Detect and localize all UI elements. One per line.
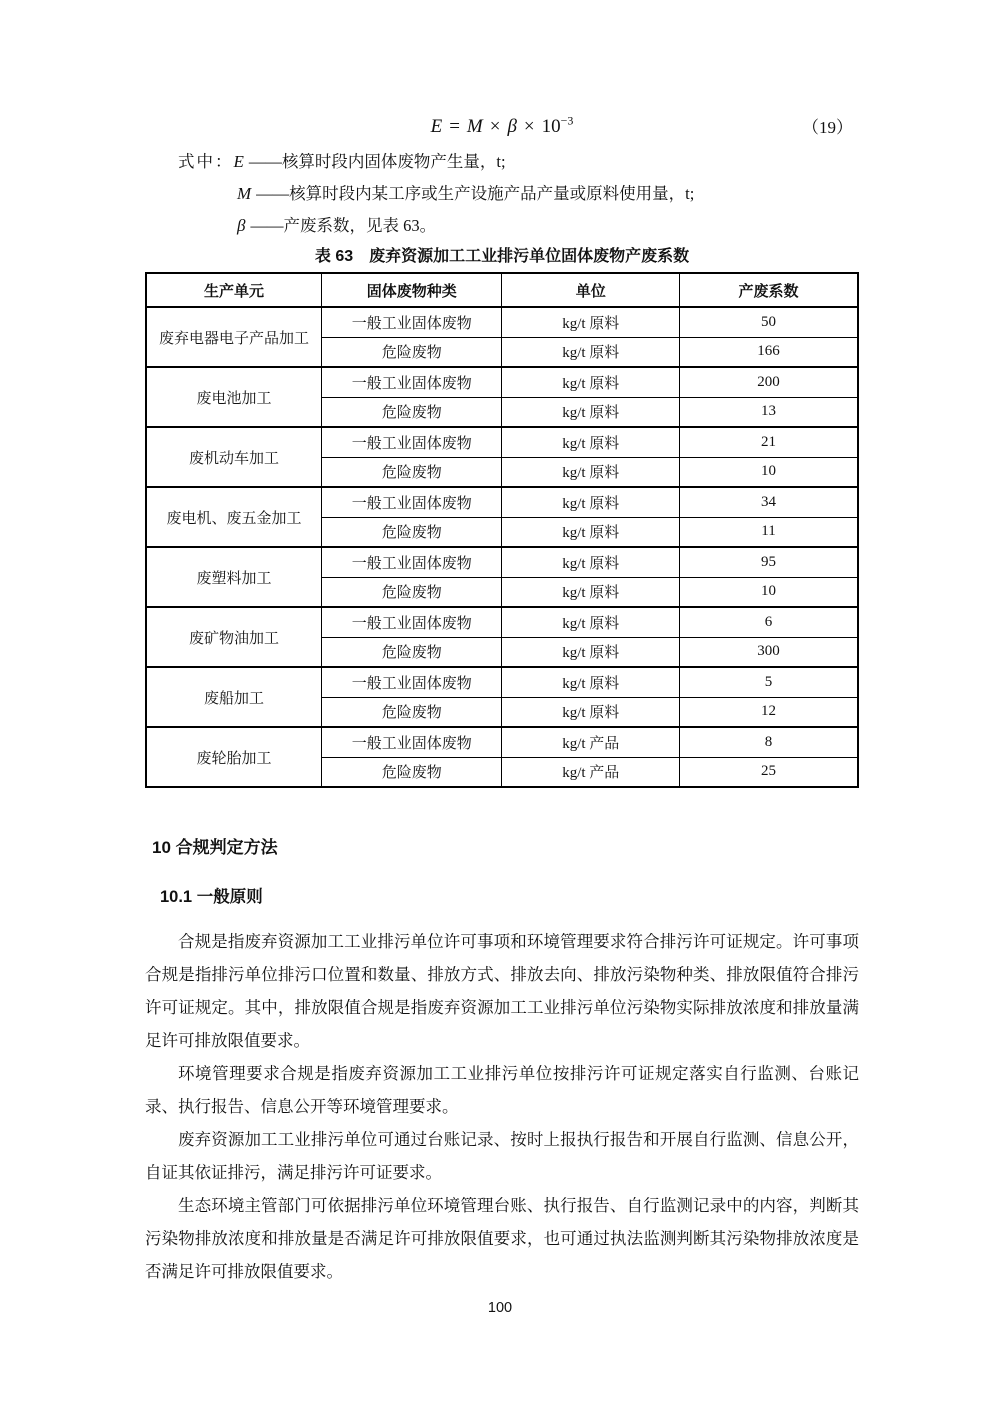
- unit-cell: kg/t 原料: [502, 397, 680, 427]
- unit-cell: kg/t 原料: [502, 667, 680, 697]
- coefficient-cell: 12: [679, 697, 858, 727]
- waste-type-cell: 危险废物: [322, 697, 502, 727]
- unit-cell: kg/t 原料: [502, 487, 680, 517]
- definition-line-beta: [145, 210, 859, 242]
- coefficient-cell: 25: [679, 757, 858, 787]
- symbol-E: E: [233, 152, 244, 171]
- definition-text: ——核算时段内某工序或生产设施产品产量或原料使用量，t;: [256, 184, 695, 203]
- unit-cell: kg/t 原料: [502, 697, 680, 727]
- definition-line-E: [145, 146, 859, 178]
- unit-cell: kg/t 原料: [502, 547, 680, 577]
- waste-table-header: [146, 273, 858, 307]
- section-10-heading: 10 合规判定方法: [152, 838, 278, 857]
- table-header-row: [146, 273, 858, 307]
- production-unit-cell: 废弃电器电子产品加工: [146, 307, 322, 367]
- table-row: [146, 367, 858, 397]
- times-sign: ×: [523, 116, 535, 137]
- waste-type-cell: 一般工业固体废物: [322, 367, 502, 397]
- page-number: 100: [487, 1300, 513, 1316]
- unit-cell: kg/t 原料: [502, 577, 680, 607]
- waste-table-body: [146, 307, 858, 787]
- production-unit-cell: 废机动车加工: [146, 427, 322, 487]
- page-content: [145, 0, 859, 1288]
- definition-text: ——产废系数，见表 63。: [250, 216, 437, 235]
- col-header-coefficient: 产废系数: [679, 273, 858, 307]
- unit-cell: kg/t 原料: [502, 517, 680, 547]
- paragraph: 合规是指废弃资源加工工业排污单位许可事项和环境管理要求符合排污许可证规定。许可事项合规是指排污单位排污口位置和数量、排放方式、排放去向、排放污染物种类、排放限值符合排污许可证规定。其中，排放限值合规是指废弃资源加工工业排污单位污染物实际排放浓度和排放量满足许可排放限值要求。: [145, 932, 859, 1050]
- equation-var-M: M: [466, 116, 483, 137]
- waste-type-cell: 一般工业固体废物: [322, 727, 502, 757]
- waste-table: [145, 272, 859, 788]
- coefficient-cell: 10: [679, 577, 858, 607]
- table-63-caption: 表 63 废弃资源加工工业排污单位固体废物产废系数: [314, 248, 690, 265]
- section-10-1-heading: 10.1 一般原则: [160, 888, 263, 906]
- coefficient-cell: 8: [679, 727, 858, 757]
- paragraph: 环境管理要求合规是指废弃资源加工工业排污单位按排污许可证规定落实自行监测、台账记录、执行报告、信息公开等环境管理要求。: [145, 1064, 859, 1116]
- variable-definitions: [145, 146, 859, 242]
- waste-type-cell: 危险废物: [322, 517, 502, 547]
- waste-type-cell: 一般工业固体废物: [322, 307, 502, 337]
- col-header-production-unit: 生产单元: [146, 273, 322, 307]
- col-header-unit: 单位: [502, 273, 680, 307]
- paragraph: 废弃资源加工工业排污单位可通过台账记录、按时上报执行报告和开展自行监测、信息公开，自证其依证排污，满足排污许可证要求。: [145, 1130, 859, 1182]
- waste-type-cell: 危险废物: [322, 757, 502, 787]
- symbol-M: M: [237, 184, 252, 203]
- unit-cell: kg/t 产品: [502, 727, 680, 757]
- production-unit-cell: 废轮胎加工: [146, 727, 322, 787]
- equation-body: [430, 113, 574, 137]
- waste-type-cell: 危险废物: [322, 457, 502, 487]
- waste-type-cell: 一般工业固体废物: [322, 487, 502, 517]
- production-unit-cell: 废电池加工: [146, 367, 322, 427]
- where-label: 式中：: [178, 152, 234, 171]
- production-unit-cell: 废塑料加工: [146, 547, 322, 607]
- definition-line-M: [145, 178, 859, 210]
- production-unit-cell: 废电机、废五金加工: [146, 487, 322, 547]
- coefficient-cell: 95: [679, 547, 858, 577]
- table-row: [146, 727, 858, 757]
- table-row: [146, 547, 858, 577]
- unit-cell: kg/t 原料: [502, 427, 680, 457]
- equation-number: （19）: [802, 118, 853, 137]
- unit-cell: kg/t 原料: [502, 457, 680, 487]
- coefficient-cell: 13: [679, 397, 858, 427]
- coefficient-cell: 200: [679, 367, 858, 397]
- definition-text: ——核算时段内固体废物产生量，t;: [248, 152, 506, 171]
- coefficient-cell: 6: [679, 607, 858, 637]
- waste-type-cell: 一般工业固体废物: [322, 667, 502, 697]
- coefficient-cell: 34: [679, 487, 858, 517]
- coefficient-cell: 21: [679, 427, 858, 457]
- table-row: [146, 607, 858, 637]
- coefficient-cell: 10: [679, 457, 858, 487]
- waste-type-cell: 危险废物: [322, 637, 502, 667]
- coefficient-cell: 5: [679, 667, 858, 697]
- waste-type-cell: 危险废物: [322, 577, 502, 607]
- equation-var-E: E: [430, 116, 443, 137]
- table-row: [146, 427, 858, 457]
- waste-type-cell: 危险废物: [322, 397, 502, 427]
- production-unit-cell: 废矿物油加工: [146, 607, 322, 667]
- paragraph: 生态环境主管部门可依据排污单位环境管理台账、执行报告、自行监测记录中的内容，判断其污染物排放浓度和排放量是否满足许可排放限值要求，也可通过执法监测判断其污染物排放浓度是否满足许可排放限值要求。: [145, 1196, 859, 1281]
- unit-cell: kg/t 原料: [502, 337, 680, 367]
- unit-cell: kg/t 原料: [502, 307, 680, 337]
- unit-cell: kg/t 原料: [502, 637, 680, 667]
- equation-base: 10: [541, 116, 561, 137]
- waste-type-cell: 危险废物: [322, 337, 502, 367]
- unit-cell: kg/t 产品: [502, 757, 680, 787]
- coefficient-cell: 166: [679, 337, 858, 367]
- equals-sign: =: [449, 116, 460, 137]
- col-header-waste-type: 固体废物种类: [322, 273, 502, 307]
- waste-type-cell: 一般工业固体废物: [322, 547, 502, 577]
- production-unit-cell: 废船加工: [146, 667, 322, 727]
- unit-cell: kg/t 原料: [502, 367, 680, 397]
- waste-type-cell: 一般工业固体废物: [322, 427, 502, 457]
- table-row: [146, 487, 858, 517]
- coefficient-cell: 300: [679, 637, 858, 667]
- body-paragraphs: [145, 925, 859, 1288]
- equation-var-beta: β: [507, 116, 517, 137]
- unit-cell: kg/t 原料: [502, 607, 680, 637]
- table-row: [146, 667, 858, 697]
- waste-type-cell: 一般工业固体废物: [322, 607, 502, 637]
- equation-exponent: −3: [560, 113, 574, 128]
- equation-19: [145, 114, 859, 140]
- times-sign: ×: [489, 116, 501, 137]
- table-row: [146, 307, 858, 337]
- coefficient-cell: 50: [679, 307, 858, 337]
- coefficient-cell: 11: [679, 517, 858, 547]
- symbol-beta: β: [237, 216, 246, 235]
